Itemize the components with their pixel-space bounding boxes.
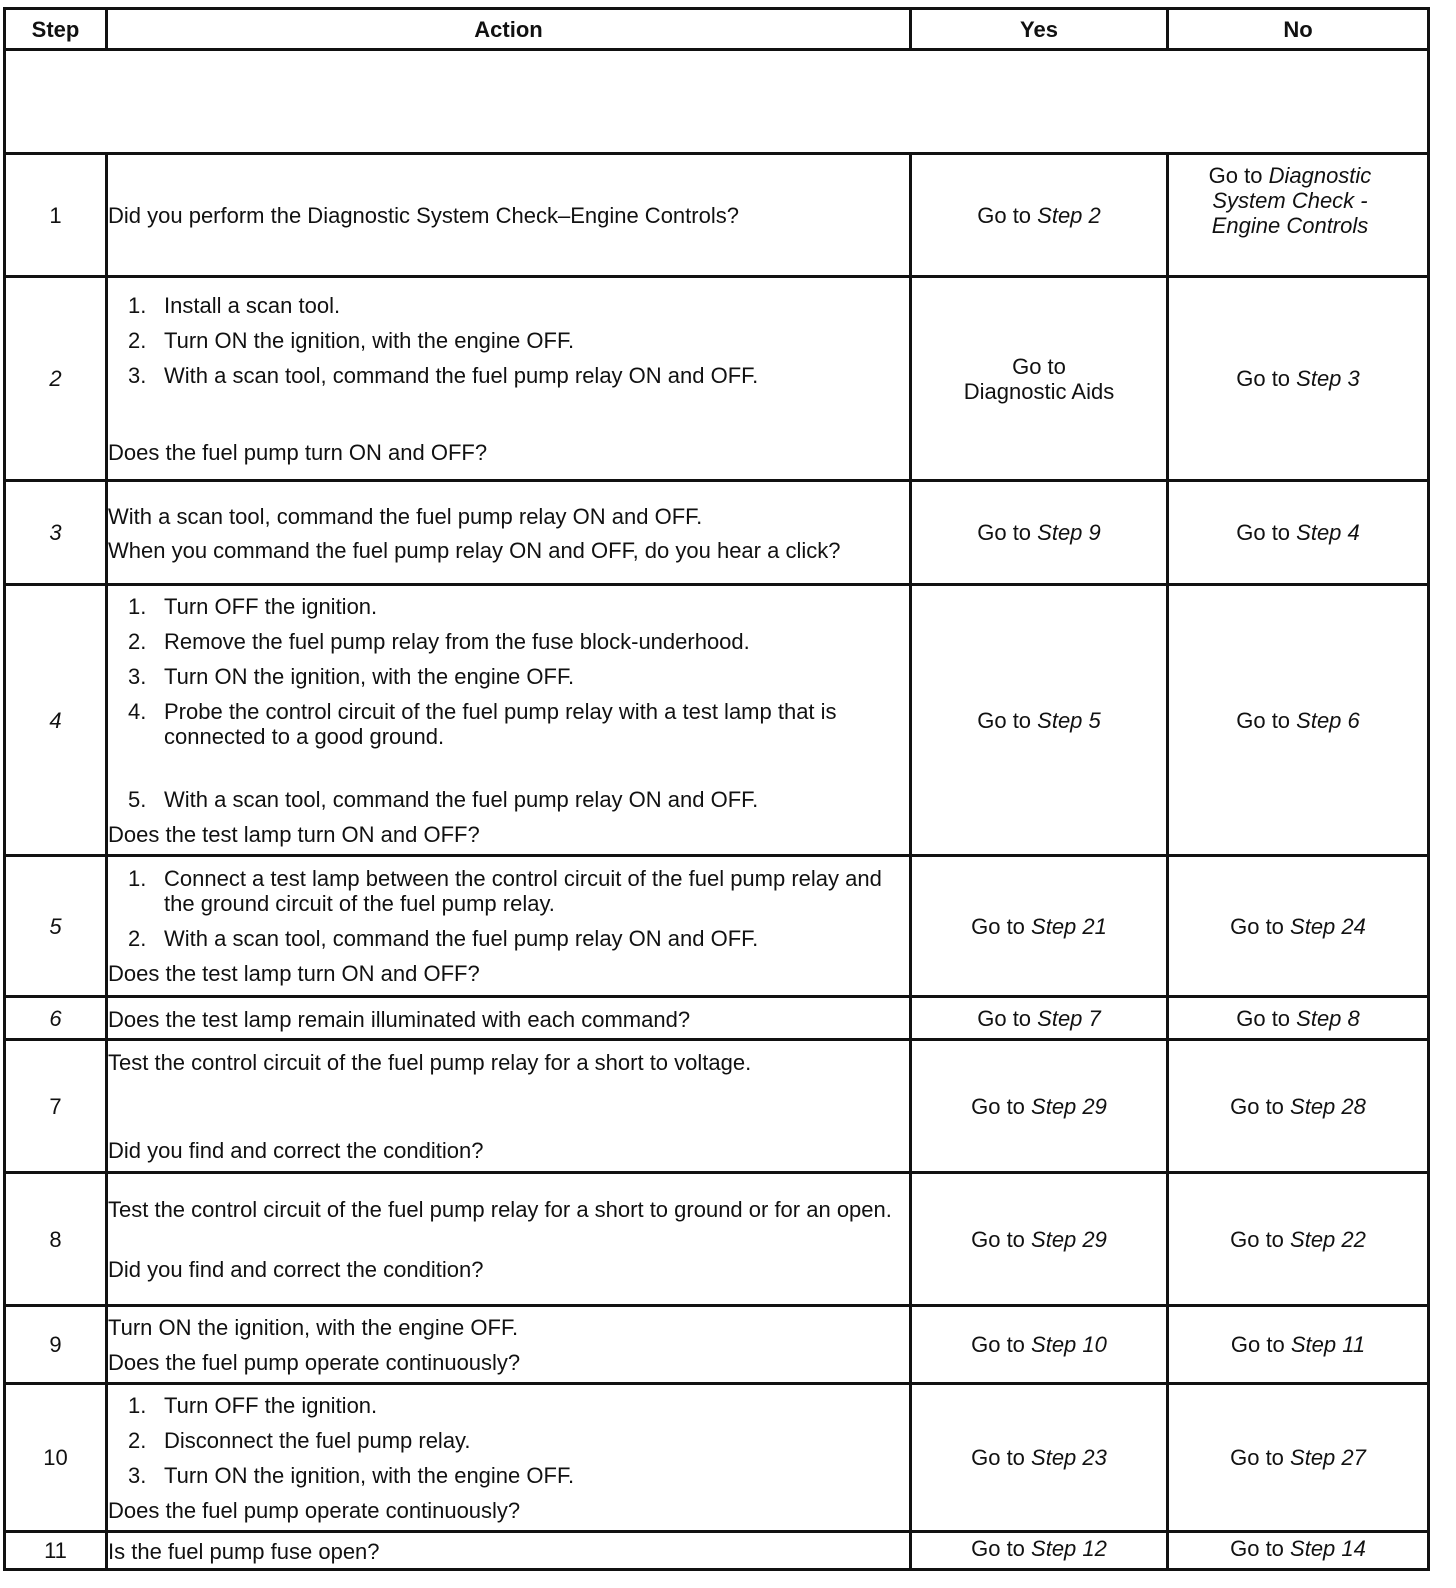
list-item: 3. Turn ON the ignition, with the engine OFF. [128,1462,575,1488]
action-steps-list [108,866,909,951]
yes-step-link[interactable]: Step 10 [1031,1332,1107,1357]
no-cell [1168,481,1429,585]
action-cell [107,997,911,1040]
no-cell [1168,1532,1429,1570]
table-row [5,1532,1429,1570]
yes-prefix: Go to [971,1332,1032,1357]
table-row [5,1306,1429,1384]
table-row [5,154,1429,277]
action-steps-list [108,1393,909,1488]
yes-step-link[interactable]: Step 7 [1037,1005,1101,1031]
table-row [5,277,1429,481]
yes-prefix: Go to [971,1536,1032,1561]
step-number: 5 [5,856,107,997]
yes-cell [911,277,1168,481]
table-row [5,856,1429,997]
no-step-link[interactable]: Step 6 [1296,707,1360,733]
step-number: 11 [5,1532,107,1570]
no-cell [1168,997,1429,1040]
action-question: Did you find and correct the condition? [108,1256,484,1282]
blank-cell [5,50,1429,154]
yes-step-link[interactable]: Step 29 [1031,1226,1107,1252]
no-step-link[interactable]: Step 22 [1290,1226,1366,1252]
table-row [5,481,1429,585]
no-step-link[interactable]: Diagnostic System Check - Engine Controls [1211,163,1372,238]
step-number: 2 [5,277,107,481]
table-row [5,1040,1429,1173]
no-step-link[interactable]: Step 3 [1296,366,1360,391]
header-action: Action [107,9,911,50]
action-question: Did you find and correct the condition? [108,1137,484,1163]
step-number: 4 [5,585,107,856]
list-item: 1. Connect a test lamp between the control circuit of the fuel pump relay and the ground circuit of the fuel pump relay. [128,866,882,916]
yes-step-link[interactable]: Step 12 [1031,1536,1107,1561]
no-prefix: Go to [1230,1332,1291,1357]
no-prefix: Go to [1236,520,1297,545]
table-row [5,585,1429,856]
yes-cell [911,1173,1168,1306]
yes-prefix: Go to [977,520,1038,545]
step-number: 1 [5,154,107,277]
yes-prefix: Go to [977,202,1038,228]
action-text: With a scan tool, command the fuel pump relay ON and OFF. [108,503,703,529]
no-cell [1168,154,1429,277]
no-step-link[interactable]: Step 4 [1296,520,1360,545]
no-prefix: Go to [1230,913,1291,939]
action-text: Turn ON the ignition, with the engine OFF. [108,1314,519,1340]
action-cell [107,277,911,481]
header-yes: Yes [911,9,1168,50]
yes-cell [911,481,1168,585]
no-prefix: Go to [1236,366,1297,391]
no-prefix: Go to [1236,1005,1297,1031]
no-prefix: Go to [1230,1226,1291,1252]
yes-step-link[interactable]: Step 5 [1037,707,1101,733]
list-item: 4. Probe the control circuit of the fuel pump relay with a test lamp that is connected to a good ground. [128,698,837,749]
action-cell [107,1532,911,1570]
yes-cell [911,1306,1168,1384]
action-cell [107,1384,911,1532]
step-number: 3 [5,481,107,585]
yes-cell [911,856,1168,997]
yes-step-link[interactable]: Step 21 [1031,913,1107,939]
list-item: 2. Remove the fuel pump relay from the fuse block-underhood. [128,628,750,654]
action-question: Does the test lamp remain illuminated with each command? [108,1006,691,1032]
action-cell [107,856,911,997]
table-row [5,1384,1429,1532]
action-cell [107,585,911,856]
diagnostic-table [3,7,1430,1571]
list-item: 1. Turn OFF the ignition. [128,1392,378,1418]
no-cell [1168,277,1429,481]
action-question: Does the fuel pump operate continuously? [108,1497,521,1523]
list-item: 2. Disconnect the fuel pump relay. [128,1427,471,1453]
step-number: 7 [5,1040,107,1173]
list-item: 2. With a scan tool, command the fuel pump relay ON and OFF. [128,926,759,951]
no-prefix: Go to [1230,1536,1291,1561]
no-prefix: Go to [1208,163,1269,188]
no-cell [1168,1384,1429,1532]
no-prefix: Go to [1236,707,1297,733]
yes-step-link[interactable]: Step 2 [1037,202,1101,228]
yes-prefix: Go to [971,1226,1032,1252]
table-row [5,997,1429,1040]
yes-prefix: Go to [977,1005,1038,1031]
yes-prefix: Go to [971,1093,1032,1119]
no-step-link[interactable]: Step 28 [1290,1093,1366,1119]
action-cell [107,1040,911,1173]
action-question: Does the fuel pump turn ON and OFF? [108,439,488,465]
header-step: Step [5,9,107,50]
yes-cell [911,1040,1168,1173]
action-cell [107,1306,911,1384]
no-prefix: Go to [1230,1093,1291,1119]
header-no: No [1168,9,1429,50]
action-cell [107,481,911,585]
no-prefix: Go to [1230,1445,1291,1470]
list-item: 1. Install a scan tool. [128,292,341,318]
action-question: Does the test lamp turn ON and OFF? [108,821,480,847]
header-row [5,9,1429,50]
list-item: 3. Turn ON the ignition, with the engine OFF. [128,663,575,689]
list-item: 1. Turn OFF the ignition. [128,593,378,619]
list-item: 5. With a scan tool, command the fuel pump relay ON and OFF. [128,786,759,812]
action-question: When you command the fuel pump relay ON and OFF, do you hear a click? [108,537,841,563]
yes-cell [911,1532,1168,1570]
action-question: Does the fuel pump operate continuously? [108,1349,521,1375]
yes-prefix: Go to [977,707,1038,733]
step-number: 6 [5,997,107,1040]
no-cell [1168,585,1429,856]
action-question: Does the test lamp turn ON and OFF? [108,961,480,986]
no-step-link[interactable]: Step 27 [1290,1445,1366,1470]
action-text: Test the control circuit of the fuel pump relay for a short to voltage. [108,1049,752,1075]
table-row [5,1173,1429,1306]
no-step-link[interactable]: Step 14 [1290,1536,1366,1561]
yes-step-link[interactable]: Step 9 [1037,520,1101,545]
no-step-link[interactable]: Step 11 [1290,1332,1366,1357]
action-steps-list [108,594,909,812]
no-cell [1168,1306,1429,1384]
action-steps-list [108,293,909,388]
yes-prefix: Go to [971,913,1032,939]
yes-cell [911,997,1168,1040]
step-number: 8 [5,1173,107,1306]
no-step-link[interactable]: Step 8 [1296,1005,1360,1031]
yes-diagnostic-aids-link[interactable]: Diagnostic Aids [963,378,1115,404]
action-cell [107,1173,911,1306]
yes-cell [911,1384,1168,1532]
action-question: Did you perform the Diagnostic System Check–Engine Controls? [108,202,739,228]
yes-cell [911,154,1168,277]
blank-row [5,50,1429,154]
yes-prefix: Go to [971,1445,1032,1470]
action-question: Is the fuel pump fuse open? [108,1539,380,1564]
no-cell [1168,1040,1429,1173]
action-cell [107,154,911,277]
list-item: 2. Turn ON the ignition, with the engine OFF. [128,327,575,353]
no-cell [1168,856,1429,997]
yes-line1: Go to [1012,353,1066,379]
step-number: 9 [5,1306,107,1384]
yes-step-link[interactable]: Step 23 [1031,1445,1107,1470]
step-number: 10 [5,1384,107,1532]
action-text: Test the control circuit of the fuel pump relay for a short to ground or for an open. [108,1196,892,1222]
no-cell [1168,1173,1429,1306]
yes-cell [911,585,1168,856]
no-step-link[interactable]: Step 24 [1290,913,1366,939]
yes-step-link[interactable]: Step 29 [1031,1093,1107,1119]
list-item: 3. With a scan tool, command the fuel pump relay ON and OFF. [128,362,759,388]
